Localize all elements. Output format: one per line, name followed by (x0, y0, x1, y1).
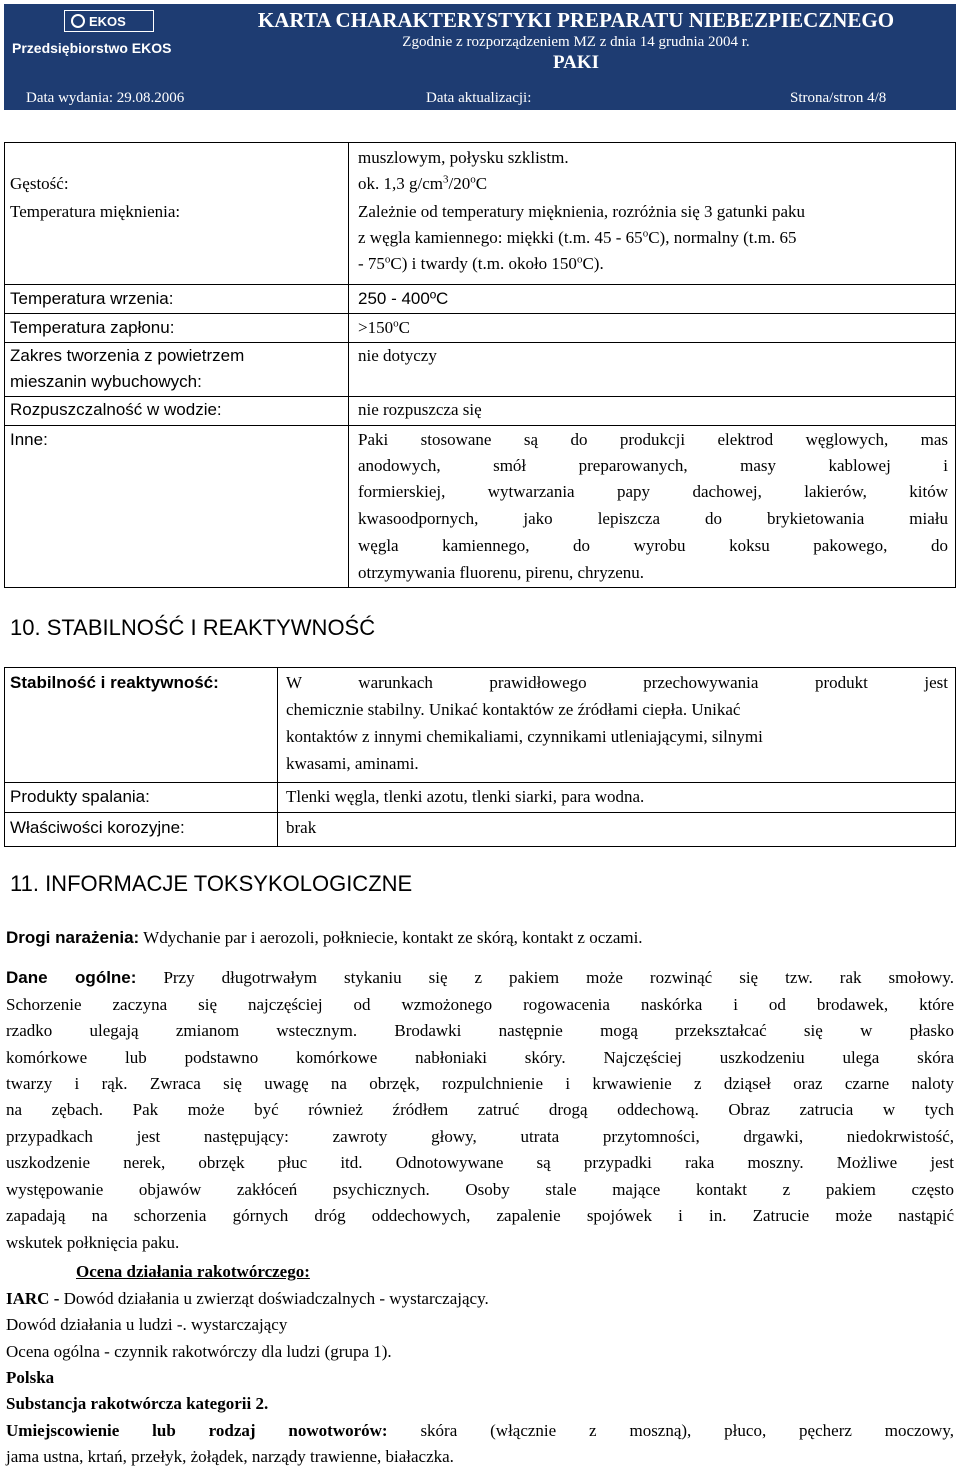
human-evidence-line: Dowód działania u ludzi -. wystarczający (6, 1315, 288, 1334)
softening-value-line: Zależnie od temperatury mięknienia, rozróżnia się 3 gatunki paku (358, 202, 806, 221)
stability-label: Stabilność i reaktywność: (10, 673, 219, 692)
general-data-line: przypadkach jest następujący: zawroty głowy, utrata przytomności, drgawki, niedokrwistość, (6, 1127, 954, 1146)
solubility-value: nie rozpuszcza się (358, 400, 482, 419)
flash-value: $>150^oC$ (358, 317, 410, 337)
carcinogenicity-heading: Ocena działania rakotwórczego: (76, 1262, 310, 1281)
company-block (4, 4, 196, 86)
table-top-border (4, 667, 956, 668)
explosive-value: nie dotyczy (358, 346, 437, 365)
general-data-line: twarzy i rąk. Zwraca się uwagę na obrzęk, rozpulchnienie i krwawienie z dziąseł oraz czarne naloty (6, 1074, 954, 1093)
general-data-line: zapadają na schorzenia górnych dróg oddechowych, zapalenie spojówek i in. Zatrucie może nastąpić (6, 1206, 954, 1225)
table-bottom-border (4, 846, 956, 847)
document-title: KARTA CHARAKTERYSTYKI PREPARATU NIEBEZPIECZNEGO (257, 8, 895, 32)
issue-date: Data wydania: 29.08.2006 (26, 90, 185, 106)
general-data-line: Schorzenie zaczyna się najczęściej od wzmożonego rogowacenia naskórka i od brodawek, które (6, 995, 954, 1014)
softening-value-line: - 75$^o$C) i twardy (t.m. około 150$^o$C). (358, 253, 604, 273)
overall-evaluation-line: Ocena ogólna - czynnik rakotwórczy dla ludzi (grupa 1). (6, 1342, 392, 1361)
row-divider (4, 812, 956, 813)
header-info-bar (4, 86, 956, 110)
logo-emblem-icon (71, 14, 85, 28)
product-name: PAKI (552, 52, 600, 73)
other-value-line: otrzymywania fluorenu, pirenu, chryzenu. (358, 563, 645, 582)
explosive-label-line: Zakres tworzenia z powietrzem (10, 346, 245, 365)
table-left-border (4, 142, 5, 588)
company-name: Przedsiębiorstwo EKOS (12, 40, 172, 56)
solubility-label: Rozpuszczalność w wodzie: (10, 400, 222, 419)
other-value-line: formierskiej, wytwarzania papy dachowej, lakierów, kitów (358, 482, 948, 501)
flash-label: Temperatura zapłonu: (10, 318, 175, 337)
table-right-border (955, 667, 956, 847)
document-header (0, 0, 960, 110)
other-value-line: Paki stosowane są do produkcji elektrod węglowych, mas (358, 430, 948, 449)
stability-value-line: W warunkach prawidłowego przechowywania produkt jest (286, 673, 948, 692)
general-data-line: rzadko ulegają zmianom wstecznym. Brodawki następnie mogą przekształcać się w płasko (6, 1021, 954, 1040)
other-value-line: węgla kamiennego, do wyrobu koksu pakowego, do (358, 536, 948, 555)
combustion-value: Tlenki węgla, tlenki azotu, tlenki siarki, para wodna. (286, 787, 645, 806)
general-data-line: na zębach. Pak może być również źródłem zatruć drogą oddechową. Obraz zatrucia w tych (6, 1100, 954, 1119)
table-right-border (955, 142, 956, 588)
property-continuation: muszlowym, połysku szklistm. (358, 148, 569, 167)
row-divider (4, 425, 956, 426)
row-divider (4, 313, 956, 314)
table-left-border (4, 667, 5, 847)
softening-value-line: z węgla kamiennego: miękki (t.m. 45 - 65$^o$C), normalny (t.m. 65 (358, 227, 797, 247)
row-divider (4, 396, 956, 397)
tumor-location-line: jama ustna, krtań, przełyk, żołądek, narządy trawienne, białaczka. (6, 1447, 454, 1466)
table-column-divider (277, 667, 278, 847)
boiling-value: 250 - 400ºC (358, 289, 449, 308)
stability-value-line: kontaktów z innymi chemikaliami, czynnikami utleniającymi, silnymi (286, 727, 763, 746)
tumor-location-line: Umiejscowienie lub rodzaj nowotworów: skóra (włącznie z moszną), płuco, pęcherz moczowy, (6, 1421, 954, 1440)
stability-value-line: kwasami, aminami. (286, 754, 419, 773)
stability-value-line: chemicznie stabilny. Unikać kontaktów ze źródłami ciepła. Unikać (286, 700, 741, 719)
update-date: Data aktualizacji: (426, 90, 532, 106)
table-column-divider (348, 142, 349, 588)
density-value: ok. 1,3 $g/cm^3/20^oC$ (358, 173, 488, 193)
corrosive-value: brak (286, 818, 317, 837)
combustion-label: Produkty spalania: (10, 787, 150, 806)
iarc-line: IARC - Dowód działania u zwierząt doświadczalnych - wystarczający. (6, 1289, 489, 1308)
company-logo (64, 10, 154, 32)
table-top-border (4, 142, 956, 143)
exposure-routes: Drogi narażenia: Wdychanie par i aerozoli, połkniecie, kontakt ze skórą, kontakt z oczami. (6, 928, 643, 947)
boiling-label: Temperatura wrzenia: (10, 289, 174, 308)
general-data-line: Dane ogólne: Przy długotrwałym stykaniu się z pakiem może rozwinąć się tzw. rak smołowy. (6, 968, 954, 987)
general-data-line: wskutek połknięcia paku. (6, 1233, 180, 1252)
other-value-line: anodowych, smół preparowanych, masy kablowej i (358, 456, 948, 475)
row-divider (4, 342, 956, 343)
density-label: Gęstość: (10, 174, 69, 193)
general-data-line: komórkowe lub podstawno komórkowe nabłoniaki skóry. Najczęściej uszkodzeniu ulega skóra (6, 1048, 954, 1067)
title-block (196, 4, 956, 86)
page-number: Strona/stron 4/8 (790, 90, 887, 106)
section-11-heading: 11. INFORMACJE TOKSYKOLOGICZNE (10, 871, 413, 896)
softening-label: Temperatura mięknienia: (10, 202, 181, 221)
other-label: Inne: (10, 430, 48, 449)
document-subtitle: Zgodnie z rozporządzeniem MZ z dnia 14 grudnia 2004 r. (402, 34, 750, 50)
row-divider (4, 284, 956, 285)
carcinogen-category: Substancja rakotwórcza kategorii 2. (6, 1394, 269, 1413)
general-data-line: uszkodzenie nerek, obrzęk płuc itd. Odnotowywane są przypadki raka moszny. Możliwe jest (6, 1153, 954, 1172)
other-value-line: kwasoodpornych, jako lepiszcza do brykietowania miału (358, 509, 948, 528)
corrosive-label: Właściwości korozyjne: (10, 818, 185, 837)
poland-label: Polska (6, 1368, 55, 1387)
section-10-heading: 10. STABILNOŚĆ I REAKTYWNOŚĆ (10, 615, 376, 640)
table-bottom-border (4, 587, 956, 588)
explosive-label-line: mieszanin wybuchowych: (10, 372, 202, 391)
general-data-line: występowanie objawów zakłóceń psychicznych. Osoby stale mające kontakt z pakiem często (6, 1180, 954, 1199)
row-divider (4, 782, 956, 783)
logo-text: EKOS (89, 14, 126, 29)
